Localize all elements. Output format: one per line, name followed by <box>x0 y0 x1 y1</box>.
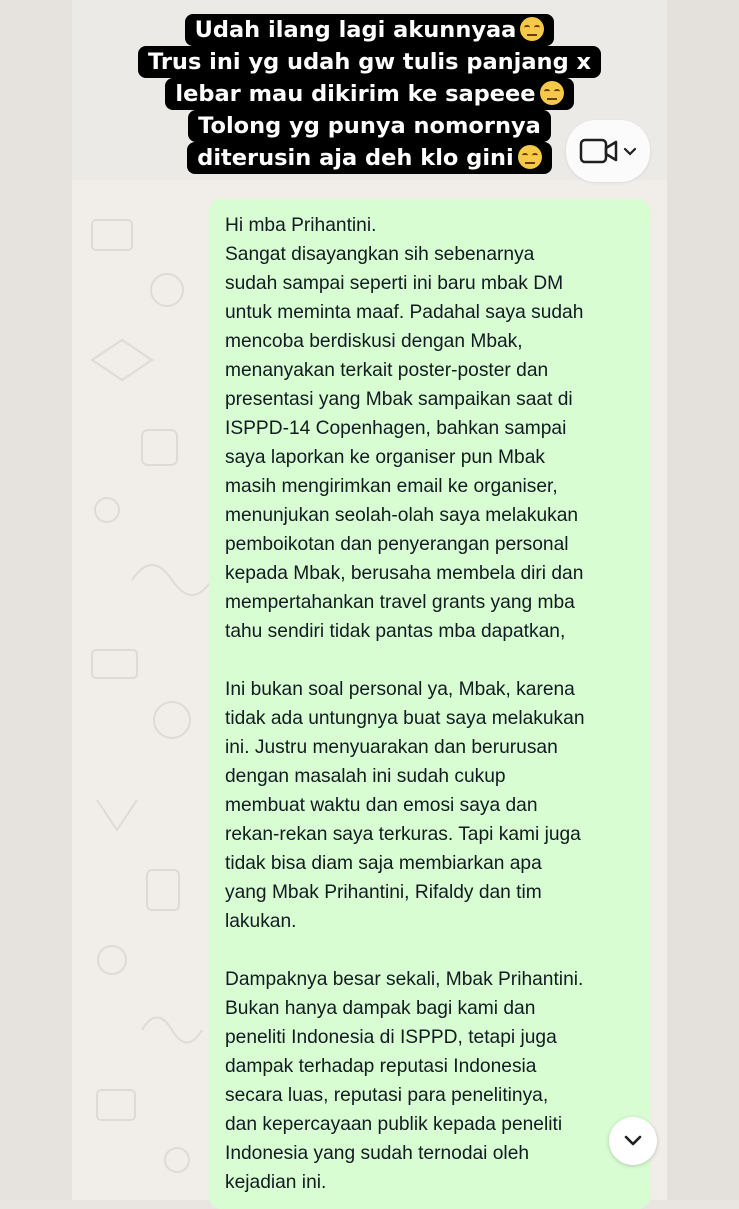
screenshot-caption <box>120 14 620 174</box>
chevron-down-icon <box>623 146 637 156</box>
caption-line-2: Trus ini yg udah gw tulis panjang x <box>138 46 601 78</box>
caption-line-4: Tolong yg punya nomornya <box>188 110 551 142</box>
caption-line-1: Udah ilang lagi akunnyaa <box>185 14 555 46</box>
blurred-right-frame <box>667 0 739 1200</box>
message-paragraph-2: Ini bukan soal personal ya, Mbak, karena tidak ada untungnya buat saya melakukan ini. Justru menyuarakan dan berurusan dengan masalah ini sudah cukup membuat waktu dan emosi saya dan rekan-rekan saya terkuras. Tapi kami juga tidak bisa diam saja membiarkan apa yang Mbak Prihantini, Rifaldy dan tim lakukan. <box>225 679 585 932</box>
message-paragraph-3: Dampaknya besar sekali, Mbak Prihantini. Bukan hanya dampak bagi kami dan peneliti Indonesia di ISPPD, tetapi juga dampak terhadap reputasi Indonesia secara luas, reputasi para penelitinya, dan kepercayaan publik kepada peneliti Indonesia yang sudah ternodai oleh kejadian ini. <box>225 969 584 1193</box>
caption-line-3: lebar mau dikirim ke sapeee <box>165 78 573 110</box>
incoming-message-bubble[interactable] <box>209 199 650 1209</box>
pensive-face-emoji-icon <box>518 145 542 169</box>
message-paragraph-1: Hi mba Prihantini. Sangat disayangkan sih sebenarnya sudah sampai seperti ini baru mbak DM untuk meminta maaf. Padahal saya sudah mencoba berdiskusi dengan Mbak, menanyakan terkait poster-poster dan presentasi yang Mbak sampaikan saat di ISPPD-14 Copenhagen, bahkan sampai saya laporkan ke organiser pun Mbak masih mengirimkan email ke organiser, menunjukan seolah-olah saya melakukan pemboikotan dan penyerangan personal kepada Mbak, berusaha membela diri dan mempertahankan travel grants yang mba tahu sendiri tidak pantas mba dapatkan, <box>225 215 584 642</box>
weary-face-emoji-icon <box>520 17 544 41</box>
chat-wallpaper-doodles <box>72 180 212 1200</box>
video-camera-icon <box>579 137 619 165</box>
blurred-left-frame <box>0 0 72 1200</box>
video-call-button[interactable] <box>566 120 650 182</box>
smirking-face-emoji-icon <box>540 81 564 105</box>
chevron-down-icon <box>623 1134 643 1148</box>
caption-line-5: diterusin aja deh klo gini <box>187 142 552 174</box>
scroll-to-bottom-button[interactable] <box>609 1117 657 1165</box>
